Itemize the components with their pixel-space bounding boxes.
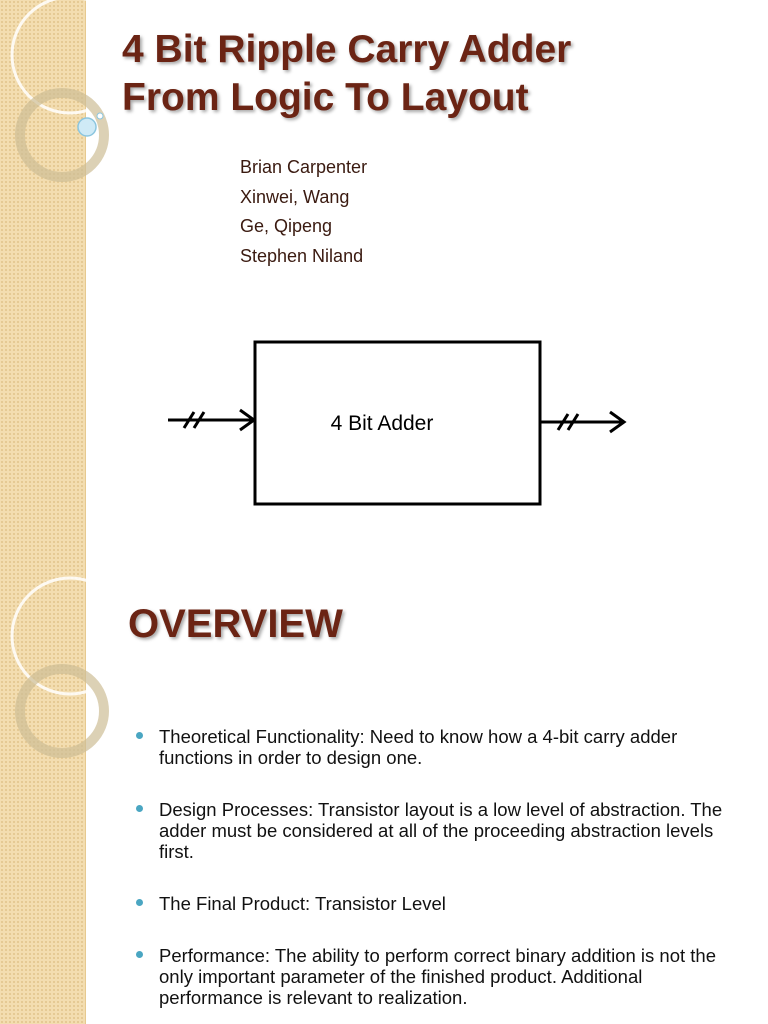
adder-block-diagram [160, 330, 640, 520]
output-arrow [540, 412, 624, 432]
title-line-2: From Logic To Layout [122, 76, 529, 119]
slide-title [122, 26, 571, 122]
bullet-dot-icon [136, 899, 143, 906]
author-name: Stephen Niland [240, 245, 364, 266]
title-line-1: 4 Bit Ripple Carry Adder [122, 28, 572, 71]
bullet-text: Theoretical Functionality: Need to know how a 4-bit carry adder functions in order to design one. [159, 726, 678, 768]
decorative-circles [0, 576, 130, 1024]
author-name: Xinwei, Wang [240, 186, 350, 207]
bullet-item [132, 893, 742, 914]
author-list [240, 153, 367, 271]
bullet-text: Performance: The ability to perform correct binary addition is not the only important parameter of the finished product. Additional performance is relevant to realization. [159, 945, 716, 1008]
bullet-item [132, 799, 742, 862]
bullet-text: The Final Product: Transistor Level [159, 893, 446, 914]
bullet-dot-icon [136, 951, 143, 958]
bullet-dot-icon [136, 805, 143, 812]
bullet-dot-icon [136, 732, 143, 739]
adder-block-label: 4 Bit Adder [330, 412, 434, 435]
section-heading: OVERVIEW [128, 602, 343, 646]
bullet-text: Design Processes: Transistor layout is a low level of abstraction. The adder must be considered at all of the proceeding abstraction levels first. [159, 799, 723, 862]
bullet-item [132, 726, 742, 768]
input-arrow [168, 410, 254, 430]
bullet-item [132, 945, 742, 1008]
overview-slide [0, 576, 768, 1024]
decorative-circles [0, 0, 130, 576]
author-name: Ge, Qipeng [240, 216, 333, 236]
author-name: Brian Carpenter [240, 157, 368, 177]
bullet-list [132, 726, 742, 1024]
